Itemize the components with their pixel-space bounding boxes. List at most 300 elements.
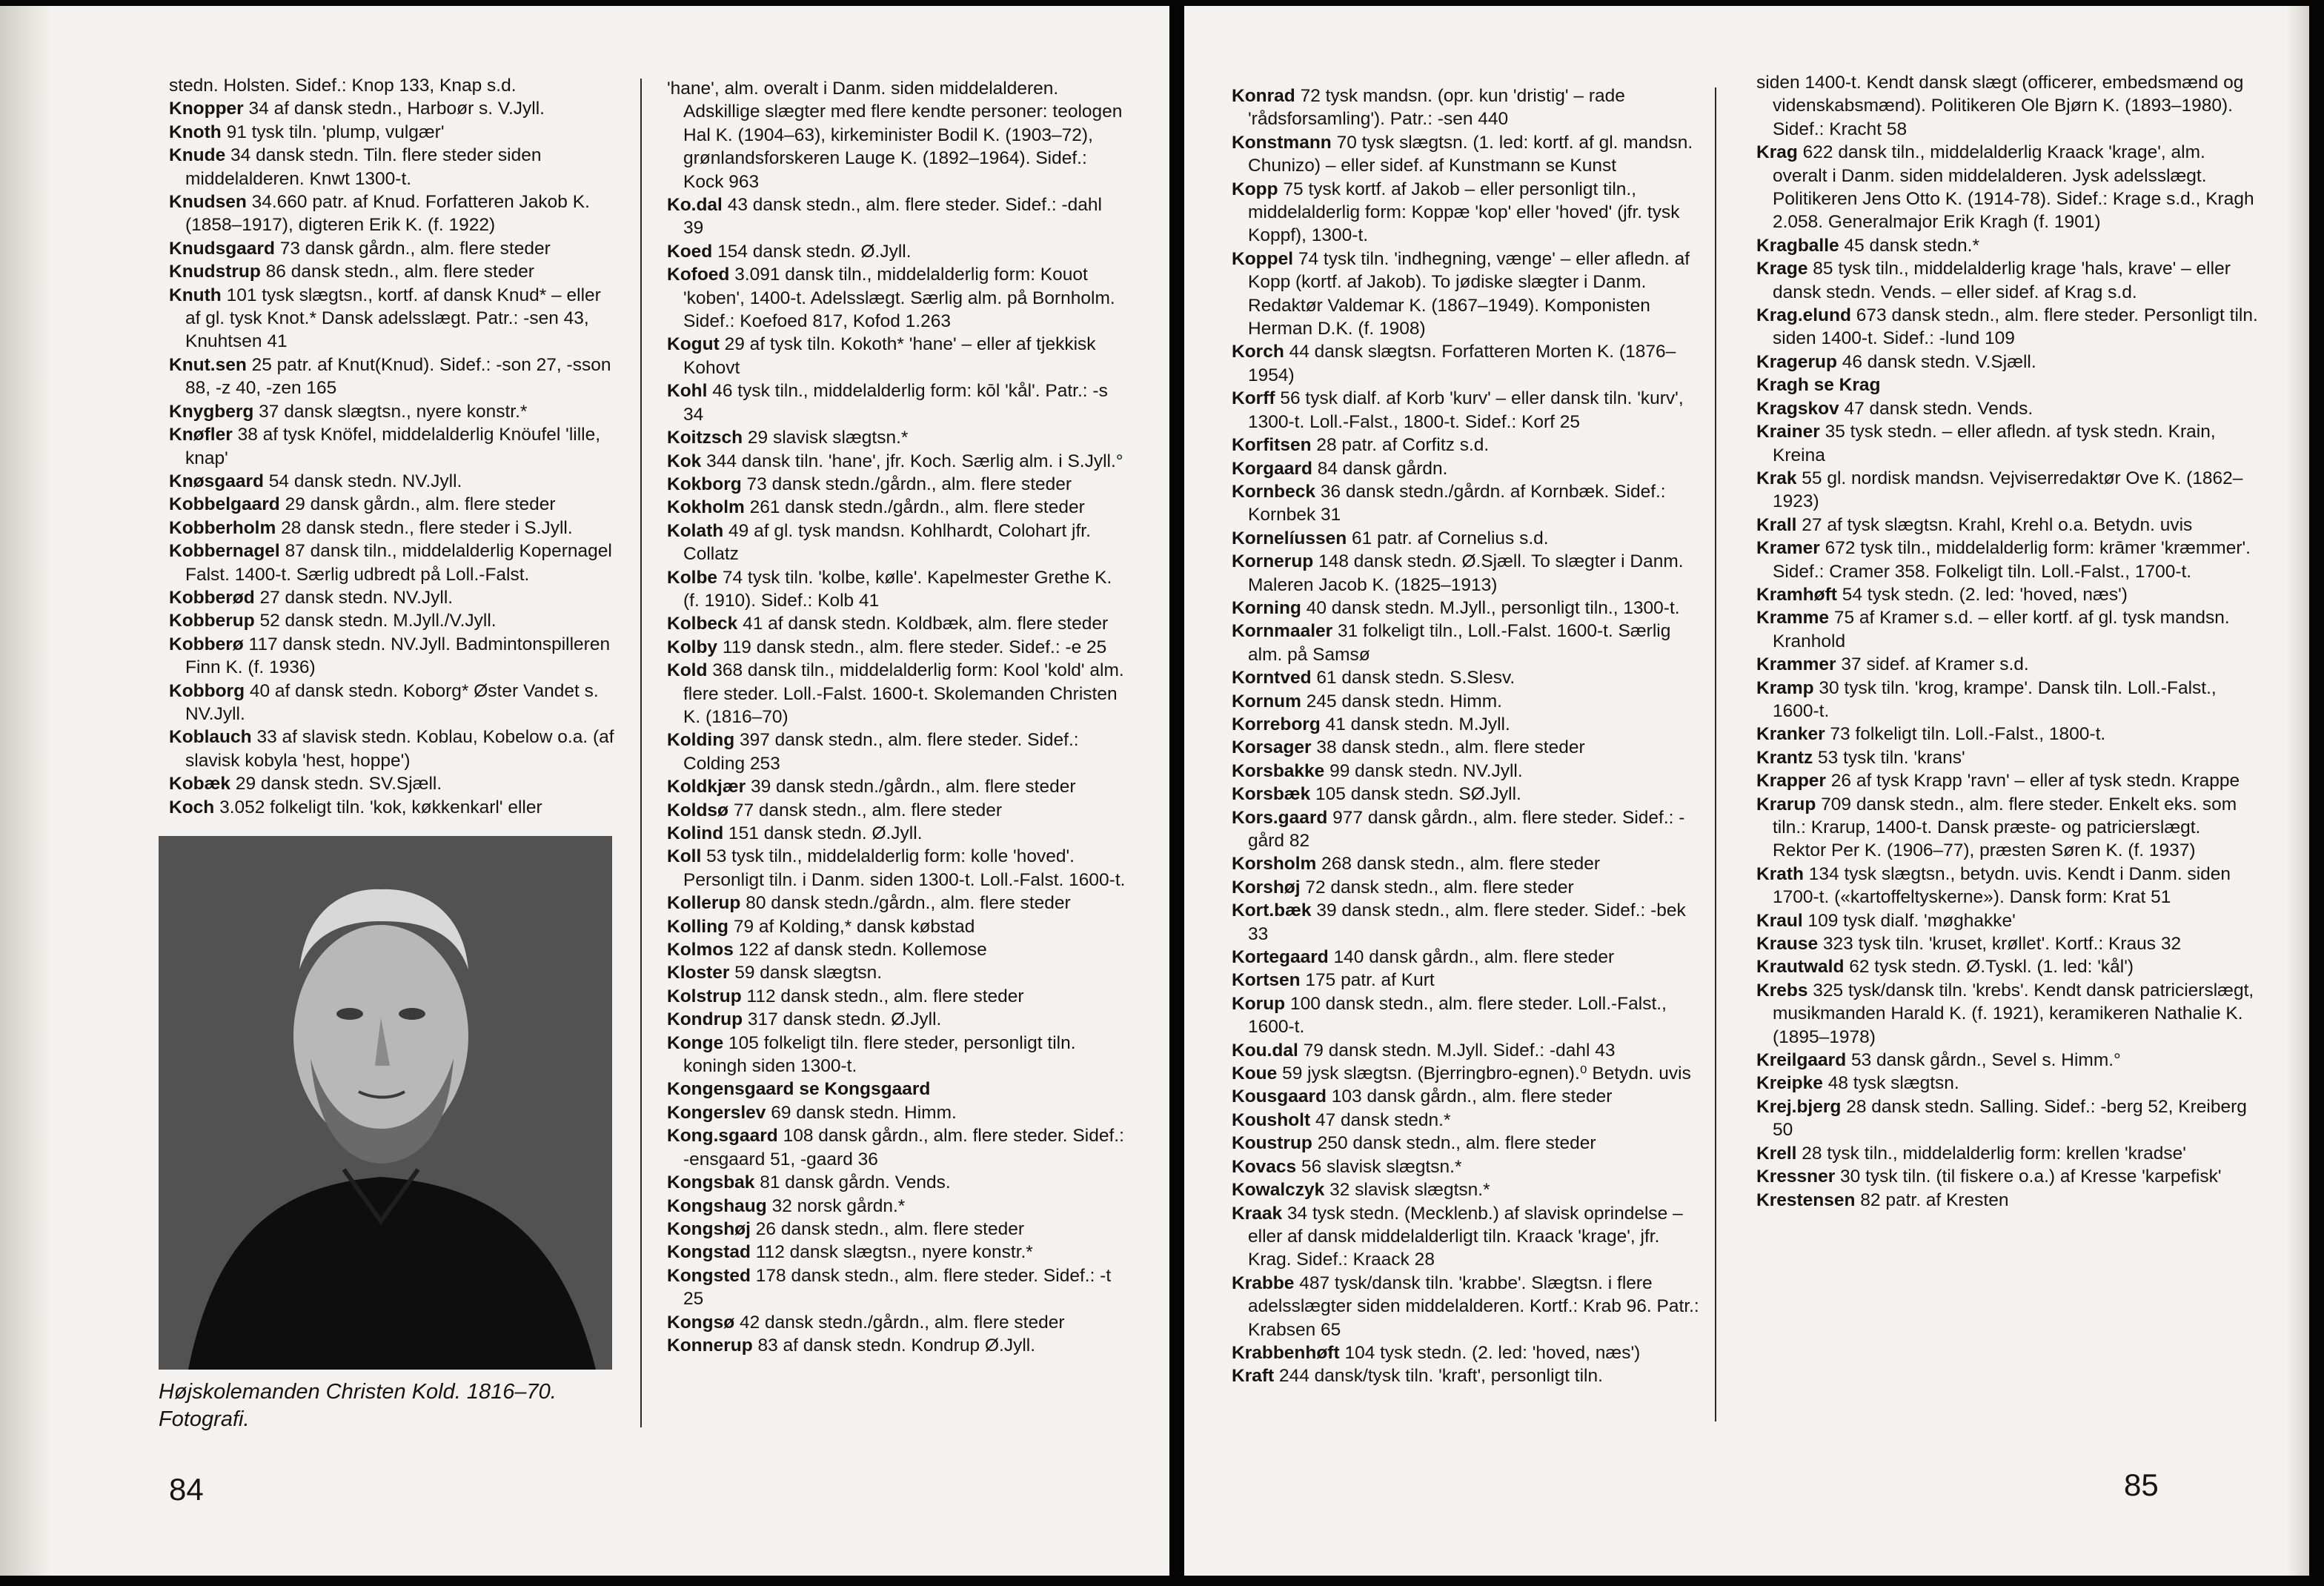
dictionary-entry [1756,351,2259,374]
entry-text: 62 tysk stedn. Ø.Tyskl. (1. led: 'kål') [1849,957,2134,978]
entry-headword: Kreipke [1756,1073,1823,1094]
entry-headword: Kogut [667,334,720,355]
left-page [0,6,1169,1576]
dictionary-entry [1756,723,2259,746]
entry-headword: Koll [667,846,702,867]
dictionary-entry [1756,71,2259,141]
dictionary-entry [1232,783,1706,806]
entry-headword: Kou.dal [1232,1040,1298,1061]
dictionary-entry [667,496,1126,519]
dictionary-entry [1756,374,2259,396]
dictionary-entry [1232,84,1706,131]
dictionary-entry [169,260,615,283]
entry-headword: Kokborg [667,474,742,494]
dictionary-entry [1756,141,2259,234]
entry-headword: Korfitsen [1232,435,1312,456]
entry-text: 122 af dansk stedn. Kollemose [738,940,987,960]
entry-text: 103 dansk gårdn., alm. flere steder [1331,1086,1613,1107]
entry-headword: Kongsø [667,1312,735,1333]
entry-text: 56 tysk dialf. af Korb 'kurv' – eller dansk tiln. 'kurv', 1300-t. Loll.-Falst., 1800-t. Sidef.: Korf 25 [1248,388,1684,432]
dictionary-entry [1756,420,2259,467]
entry-text: 368 dansk tiln., middelalderlig form: Kool 'kold' alm. flere steder. Loll.-Falst. 1600-t. Skolemanden Christen K. (1816–70) [683,660,1124,727]
entry-text: 244 dansk/tysk tiln. 'kraft', personligt tiln. [1278,1366,1603,1387]
dictionary-entry [1232,1039,1706,1062]
entry-text: 26 af tysk Krapp 'ravn' – eller af tysk stedn. Krappe [1830,771,2240,792]
entry-text: 344 dansk tiln. 'hane', jfr. Koch. Særlig alm. i S.Jyll.° [706,451,1123,471]
dictionary-entry [169,470,615,493]
right-column-2 [1756,71,2259,1212]
entry-headword: Krej.bjerg [1756,1096,1842,1117]
entry-text: 112 dansk stedn., alm. flere steder [746,986,1024,1006]
entry-text: 74 tysk tiln. 'indhegning, vænge' – eller afledn. af Kopp (kortf. af Jakob). To jødiske slægter i Danm. Redaktør Valdemar K. (1867–1949). Komponisten Herman D.K. (f. 1908) [1248,248,1690,339]
entry-headword: Kobbelgaard [169,494,280,515]
entry-text: 109 tysk dialf. 'møghakke' [1807,910,2016,931]
entry-text: 28 patr. af Corfitz s.d. [1316,435,1490,456]
entry-headword: Koblauch [169,727,252,748]
entry-headword: Kolbe [667,567,718,588]
dictionary-entry [667,566,1126,613]
dictionary-entry [667,1195,1126,1218]
left-column-2 [667,77,1126,1357]
dictionary-entry [1232,852,1706,875]
dictionary-entry [1232,1085,1706,1108]
dictionary-entry [1232,1272,1706,1341]
entry-headword: Kowalczyk [1232,1180,1325,1201]
entry-text: 54 dansk stedn. NV.Jyll. [268,471,462,491]
entry-headword: Knøsgaard [169,471,264,491]
entry-text: 70 tysk slægtsn. (1. led: kortf. af gl. mandsn. Chunizo) – eller sidef. af Kunstmann se Kunst [1248,132,1693,176]
entry-headword: Kragballe [1756,235,1839,256]
dictionary-entry [1756,234,2259,257]
entry-headword: Kraul [1756,910,1803,931]
dictionary-entry [1756,1142,2259,1165]
entry-headword: Kong.sgaard [667,1126,778,1147]
dictionary-entry [667,263,1126,333]
dictionary-entry [1232,1364,1706,1387]
dictionary-entry [1232,340,1706,387]
entry-headword: Kolby [667,637,718,657]
page-number: 84 [169,1472,204,1507]
entry-headword: Korntved [1232,668,1312,689]
entry-text: 72 dansk stedn., alm. flere steder [1305,877,1574,897]
dictionary-entry [1756,1049,2259,1072]
dictionary-entry [667,1311,1126,1334]
entry-text: 29 dansk gårdn., alm. flere steder [285,494,556,515]
dictionary-entry [667,1218,1126,1241]
entry-text: 73 dansk gårdn., alm. flere steder [279,238,551,259]
entry-text: 26 dansk stedn., alm. flere steder [755,1218,1025,1239]
dictionary-entry [667,1241,1126,1264]
entry-headword: Kortegaard [1232,947,1329,968]
entry-headword: Kolling [667,916,729,937]
entry-headword: Kohl [667,381,708,402]
dictionary-entry [667,473,1126,496]
entry-text: 261 dansk stedn./gårdn., alm. flere steder [749,497,1085,518]
entry-text: 33 af slavisk stedn. Koblau, Kobelow o.a. (af slavisk kobyla 'hest, hoppe') [185,727,614,771]
dictionary-entry [667,333,1126,379]
entry-headword: Kollerup [667,893,741,914]
entry-headword: Knude [169,145,226,166]
entry-text: 622 dansk tiln., middelalderlig Kraack 'krage', alm. overalt i Danm. siden middelalderen. Jysk adelsslægt. Politikeren Jens Otto K. (1914-78). Sidef.: Krage s.d., Kragh 2.058. Generalmajor Erik Kragh (f. 1901) [1773,142,2254,233]
entry-text: 44 dansk slægtsn. Forfatteren Morten K. (1876–1954) [1248,342,1676,385]
entry-text: 73 folkeligt tiln. Loll.-Falst., 1800-t. [1830,724,2106,745]
entry-text: 325 tysk/dansk tiln. 'krebs'. Kendt dansk patricierslægt, musikmanden Harald K. (f. 1921), keramikeren Nathalie K. (1895–1978) [1773,980,2254,1047]
entry-text: 69 dansk stedn. Himm. [771,1102,957,1123]
entry-text: 28 dansk stedn., flere steder i S.Jyll. [281,517,573,538]
dictionary-entry [667,915,1126,938]
dictionary-entry [667,426,1126,449]
dictionary-entry [1756,1165,2259,1188]
dictionary-entry [1232,387,1706,434]
entry-headword: Kragskov [1756,398,1839,419]
entry-text: 84 dansk gårdn. [1317,458,1448,479]
entry-headword: Koppel [1232,248,1294,269]
entry-text: 30 tysk tiln. (til fiskere o.a.) af Kresse 'karpefisk' [1840,1167,2222,1187]
dictionary-entry [1756,793,2259,863]
entry-text: 72 tysk mandsn. (opr. kun 'dristig' – rade 'rådsforsamling'). Patr.: -sen 440 [1248,86,1625,130]
entry-headword: Kousgaard [1232,1086,1327,1107]
dictionary-entry [169,354,615,400]
dictionary-entry [169,680,615,726]
entry-text: 3.052 folkeligt tiln. 'kok, køkkenkarl' eller [219,797,542,817]
dictionary-entry [169,284,615,354]
entry-headword: Krage [1756,259,1808,279]
entry-text: 39 dansk stedn., alm. flere steder. Sidef.: -bek 33 [1248,900,1686,944]
entry-headword: Kousholt [1232,1109,1311,1130]
entry-headword: Kongsbak [667,1172,755,1193]
entry-text: stedn. Holsten. Sidef.: Knop 133, Knap s.d. [169,76,517,96]
entry-text: 79 af Kolding,* dansk købstad [733,916,975,937]
entry-headword: Ko.dal [667,195,723,216]
entry-text: 245 dansk stedn. Himm. [1306,691,1502,711]
entry-headword: Konstmann [1232,132,1332,153]
entry-text: 31 folkeligt tiln., Loll.-Falst. 1600-t. Særlig alm. på Samsø [1248,621,1671,665]
dictionary-entry [667,1124,1126,1171]
entry-text: 53 dansk gårdn., Sevel s. Himm.° [1851,1050,2121,1071]
dictionary-entry [1232,480,1706,527]
entry-headword: Krath [1756,863,1804,884]
entry-text: 151 dansk stedn. Ø.Jyll. [728,823,923,843]
entry-text: 29 dansk stedn. SV.Sjæll. [235,774,442,794]
entry-headword: Knoth [169,122,222,142]
dictionary-entry [1756,467,2259,514]
entry-text: 77 dansk stedn., alm. flere steder [733,800,1003,820]
dictionary-entry [169,726,615,772]
dictionary-entry [169,609,615,632]
dictionary-entry [169,144,615,190]
dictionary-entry [1232,946,1706,969]
portrait-photo-icon [159,836,612,1370]
entry-text: 27 dansk stedn. NV.Jyll. [259,587,454,608]
dictionary-entry [667,520,1126,566]
entry-headword: Kolath [667,520,724,541]
dictionary-entry [1232,690,1706,713]
dictionary-entry [1232,527,1706,550]
dictionary-entry [1756,514,2259,537]
entry-text: 56 slavisk slægtsn.* [1301,1156,1462,1177]
entry-headword: Kold [667,660,708,681]
dictionary-entry [1232,899,1706,946]
entry-headword: Kongshaug [667,1195,767,1216]
entry-headword: Konrad [1232,86,1295,106]
entry-headword: Knuth [169,285,222,305]
entry-headword: Kloster [667,963,730,983]
dictionary-entry [1232,1341,1706,1364]
entry-headword: Kongsted [667,1265,751,1286]
entry-text: 27 af tysk slægtsn. Krahl, Krehl o.a. Betydn. uvis [1802,514,2193,535]
entry-text: 75 af Kramer s.d. – eller kortf. af gl. tysk mandsn. Kranhold [1773,608,2230,651]
entry-headword: Korsholm [1232,854,1317,875]
entry-headword: Korsbakke [1232,760,1325,781]
entry-headword: Knudsen [169,192,247,213]
entry-text: siden 1400-t. Kendt dansk slægt (officerer, embedsmænd og videnskabsmænd). Politikeren Ole Bjørn K. (1893–1980). Sidef.: Kracht 58 [1756,73,2244,139]
entry-text: 37 dansk slægtsn., nyere konstr.* [259,401,528,422]
entry-text: 38 dansk stedn., alm. flere steder [1316,737,1585,758]
entry-text: 42 dansk stedn./gårdn., alm. flere steder [740,1312,1065,1333]
entry-text: 119 dansk stedn., alm. flere steder. Sidef.: -e 25 [722,637,1107,657]
entry-text: 47 dansk stedn. Vends. [1844,398,2034,419]
dictionary-entry [1756,909,2259,932]
dictionary-entry [1232,969,1706,992]
entry-text: 32 norsk gårdn.* [771,1195,906,1216]
entry-text: 85 tysk tiln., middelalderlig krage 'hals, krave' – eller dansk stedn. Vends. – eller sidef. af Krag s.d. [1773,259,2231,302]
dictionary-entry [667,845,1126,892]
dictionary-entry [1756,1189,2259,1212]
dictionary-entry [1232,434,1706,457]
entry-text: 39 dansk stedn./gårdn., alm. flere steder [751,777,1076,797]
entry-text: 45 dansk stedn.* [1844,235,1979,256]
entry-headword: Kramme [1756,608,1830,628]
entry-headword: Knygberg [169,401,254,422]
entry-text: 105 folkeligt tiln. flere steder, personligt tiln. koningh siden 1300-t. [683,1032,1076,1077]
entry-headword: Koue [1232,1064,1278,1084]
entry-text: 29 af tysk tiln. Kokoth* 'hane' – eller af tjekkisk Kohovt [683,334,1096,378]
entry-headword: Kokholm [667,497,745,518]
entry-headword: Korgaard [1232,458,1312,479]
entry-headword: Krall [1756,514,1797,535]
entry-headword: Koch [169,797,215,817]
entry-headword: Korreborg [1232,714,1321,734]
entry-text: 250 dansk stedn., alm. flere steder [1317,1133,1596,1154]
dictionary-entry [1232,736,1706,759]
dictionary-entry [169,772,615,795]
dictionary-entry [1232,1062,1706,1085]
entry-text: 673 dansk stedn., alm. flere steder. Personligt tiln. siden 1400-t. Sidef.: -lund 109 [1773,305,2258,349]
entry-text: 53 tysk tiln., middelalderlig form: kolle 'hoved'. Personligt tiln. i Danm. siden 1300-t. Loll.-Falst. 1600-t. [683,846,1126,890]
entry-text: 101 tysk slægtsn., kortf. af dansk Knud* – eller af gl. tysk Knot.* Dansk adelsslægt. Patr.: -sen 43, Knuhtsen 41 [185,285,601,352]
page-number: 85 [2124,1467,2159,1502]
entry-headword: Korsager [1232,737,1312,758]
entry-text: 91 tysk tiln. 'plump, vulgær' [226,122,445,142]
entry-headword: Kressner [1756,1167,1836,1187]
entry-headword: Kolding [667,730,735,751]
entry-headword: Kobberholm [169,517,276,538]
dictionary-entry [1756,979,2259,1049]
dictionary-entry [1232,597,1706,620]
dictionary-entry [1756,955,2259,978]
dictionary-entry [667,985,1126,1008]
dictionary-entry [667,799,1126,822]
entry-headword: Kornerup [1232,551,1314,572]
entry-headword: Krabbenhøft [1232,1342,1340,1363]
dictionary-entry [667,1334,1126,1357]
entry-headword: Koldsø [667,800,729,820]
dictionary-entry [667,450,1126,473]
dictionary-entry [169,586,615,609]
entry-text: 178 dansk stedn., alm. flere steder. Sidef.: -t 25 [683,1265,1112,1310]
entry-text: 317 dansk stedn. Ø.Jyll. [747,1009,942,1030]
dictionary-entry [1232,457,1706,480]
entry-text: 108 dansk gårdn., alm. flere steder. Sidef.: -ensgaard 51, -gaard 36 [683,1126,1124,1169]
entry-headword: Korshøj [1232,877,1301,897]
dictionary-entry [1232,1132,1706,1155]
entry-headword: Kornbeck [1232,481,1316,502]
entry-text: 52 dansk stedn. M.Jyll./V.Jyll. [259,611,497,631]
dictionary-entry [169,400,615,423]
entry-headword: Koed [667,241,713,262]
dictionary-entry [169,97,615,120]
entry-headword: Kolmos [667,940,734,960]
dictionary-entry [667,77,1126,193]
entry-headword: Krag.elund [1756,305,1851,326]
entry-headword: Korch [1232,342,1284,362]
entry-text: 154 dansk stedn. Ø.Jyll. [717,241,912,262]
entry-headword: Kovacs [1232,1156,1297,1177]
left-column-1 [169,74,615,819]
entry-text: 30 tysk tiln. 'krog, krampe'. Dansk tiln. Loll.-Falst., 1600-t. [1773,677,2217,721]
entry-headword: Krebs [1756,980,1808,1001]
entry-text: 268 dansk stedn., alm. flere steder [1321,854,1601,875]
dictionary-entry [169,633,615,680]
entry-headword: Krammer [1756,654,1836,675]
entry-text: 36 dansk stedn./gårdn. af Kornbæk. Sidef.: Kornbek 31 [1248,481,1666,525]
dictionary-entry [667,775,1126,798]
dictionary-entry [1232,1178,1706,1201]
dictionary-entry [169,540,615,586]
entry-headword: Kongerslev [667,1102,766,1123]
entry-text: 397 dansk stedn., alm. flere steder. Sidef.: Colding 253 [683,730,1079,774]
entry-text: 28 dansk stedn. Salling. Sidef.: -berg 52, Kreiberg 50 [1773,1096,2247,1141]
entry-headword: Korff [1232,388,1275,409]
entry-text: 49 af gl. tysk mandsn. Kohlhardt, Colohart jfr. Collatz [683,520,1091,565]
entry-text: 323 tysk tiln. 'kruset, krøllet'. Kortf.: Kraus 32 [1822,934,2182,955]
dictionary-entry [169,121,615,144]
column-divider [1715,87,1716,1421]
entry-text: 47 dansk stedn.* [1315,1109,1451,1130]
entry-text: 79 dansk stedn. M.Jyll. Sidef.: -dahl 43 [1303,1040,1616,1061]
entry-text: 59 dansk slægtsn. [734,963,883,983]
entry-text: 28 tysk tiln., middelalderlig form: krellen 'kradse' [1802,1143,2186,1164]
dictionary-entry [667,612,1126,635]
entry-headword: Konge [667,1032,724,1053]
dictionary-entry [1232,713,1706,736]
entry-headword: Kok [667,451,702,471]
dictionary-entry [1756,932,2259,955]
entry-headword: Koitzsch [667,428,743,448]
entry-text: 54 tysk stedn. (2. led: 'hoved, næs') [1842,584,2128,605]
entry-text: 134 tysk slægtsn., betydn. uvis. Kendt i Danm. siden 1700-t. («kartoffeltyskerne»). Dansk form: Krat 51 [1773,863,2231,908]
entry-headword: Kraft [1232,1366,1275,1387]
dictionary-entry [1232,992,1706,1039]
right-column-1 [1232,84,1706,1388]
entry-headword: Kolbeck [667,614,738,634]
dictionary-entry [1756,769,2259,792]
dictionary-entry [667,961,1126,984]
dictionary-entry [1232,1155,1706,1178]
dictionary-entry [667,659,1126,729]
entry-text: 112 dansk slægtsn., nyere konstr.* [755,1242,1033,1263]
dictionary-entry [1756,1072,2259,1095]
right-page [1184,6,2309,1576]
entry-text: 175 patr. af Kurt [1305,970,1435,991]
entry-text: 83 af dansk stedn. Kondrup Ø.Jyll. [757,1335,1036,1356]
entry-headword: Krak [1756,468,1797,488]
entry-headword: Kobæk [169,774,231,794]
dictionary-entry [1756,653,2259,676]
dictionary-entry [667,1008,1126,1031]
dictionary-entry [169,190,615,237]
entry-text: 25 patr. af Knut(Knud). Sidef.: -son 27, -sson 88, -z 40, -zen 165 [185,354,611,399]
dictionary-entry [1756,537,2259,583]
entry-text: 148 dansk stedn. Ø.Sjæll. To slægter i Danm. Maleren Jacob K. (1825–1913) [1248,551,1684,595]
entry-headword: Kornum [1232,691,1301,711]
entry-text: 140 dansk gårdn., alm. flere steder [1333,947,1615,968]
dictionary-entry [667,1032,1126,1078]
entry-text: 55 gl. nordisk mandsn. Vejviserredaktør Ove K. (1862–1923) [1773,468,2243,512]
entry-text: 977 dansk gårdn., alm. flere steder. Sidef.: -gård 82 [1248,807,1685,851]
dictionary-entry [667,892,1126,915]
entry-headword: Kramhøft [1756,584,1837,605]
dictionary-entry [1232,131,1706,178]
entry-text: 40 af dansk stedn. Koborg* Øster Vandet s. NV.Jyll. [185,680,599,724]
entry-headword: Kolind [667,823,724,843]
entry-text: 59 jysk slægtsn. (Bjerringbro-egnen).⁰ Betydn. uvis [1282,1064,1691,1084]
entry-headword: Kongstad [667,1242,751,1263]
entry-headword: Knudstrup [169,262,261,282]
dictionary-entry [169,493,615,516]
dictionary-entry [667,822,1126,845]
entry-headword: Kornmaaler [1232,621,1333,642]
entry-headword: Kongshøj [667,1218,751,1239]
entry-text: 3.091 dansk tiln., middelalderlig form: Kouot 'koben', 1400-t. Adelsslægt. Særlig alm. på Bornholm. Sidef.: Koefoed 817, Kofod 1.263 [683,265,1115,332]
entry-headword: Krestensen [1756,1190,1856,1210]
entry-headword: Kobbernagel [169,541,280,562]
dictionary-entry [1232,1202,1706,1272]
entry-text: 34.660 patr. af Knud. Forfatteren Jakob K. (1858–1917), digteren Erik K. (f. 1922) [185,192,590,236]
dictionary-entry [1756,863,2259,909]
dictionary-entry [1232,248,1706,341]
dictionary-entry [1756,397,2259,420]
entry-headword: Kopp [1232,179,1278,199]
entry-headword: Kraak [1232,1203,1283,1224]
entry-text: 105 dansk stedn. SØ.Jyll. [1315,784,1521,805]
dictionary-entry [667,1171,1126,1194]
entry-headword: Kornelíussen [1232,528,1347,548]
entry-text: 46 tysk tiln., middelalderlig form: kōl 'kål'. Patr.: -s 34 [683,381,1108,425]
dictionary-entry [667,636,1126,659]
entry-headword: Knudsgaard [169,238,275,259]
entry-text: 34 tysk stedn. (Mecklenb.) af slavisk oprindelse – eller af dansk middelalderligt tiln. Kraack 'krage', jfr. Krag. Sidef.: Kraack 28 [1248,1203,1683,1270]
dictionary-entry [667,193,1126,240]
dictionary-entry [169,423,615,470]
entry-text: 75 tysk kortf. af Jakob – eller personligt tiln., middelalderlig form: Koppæ 'kop' eller 'hoved' (jfr. tysk Koppf), 1300-t. [1248,179,1680,246]
entry-headword: Krainer [1756,422,1820,442]
entry-text: 80 dansk stedn./gårdn., alm. flere steder [746,893,1071,914]
entry-headword: Kobberup [169,611,255,631]
entry-headword: Krell [1756,1143,1797,1164]
entry-headword: Konnerup [667,1335,753,1356]
entry-text: 672 tysk tiln., middelalderlig form: krāmer 'kræmmer'. Sidef.: Cramer 358. Folkeligt tiln. Loll.-Falst., 1700-t. [1773,538,2251,582]
